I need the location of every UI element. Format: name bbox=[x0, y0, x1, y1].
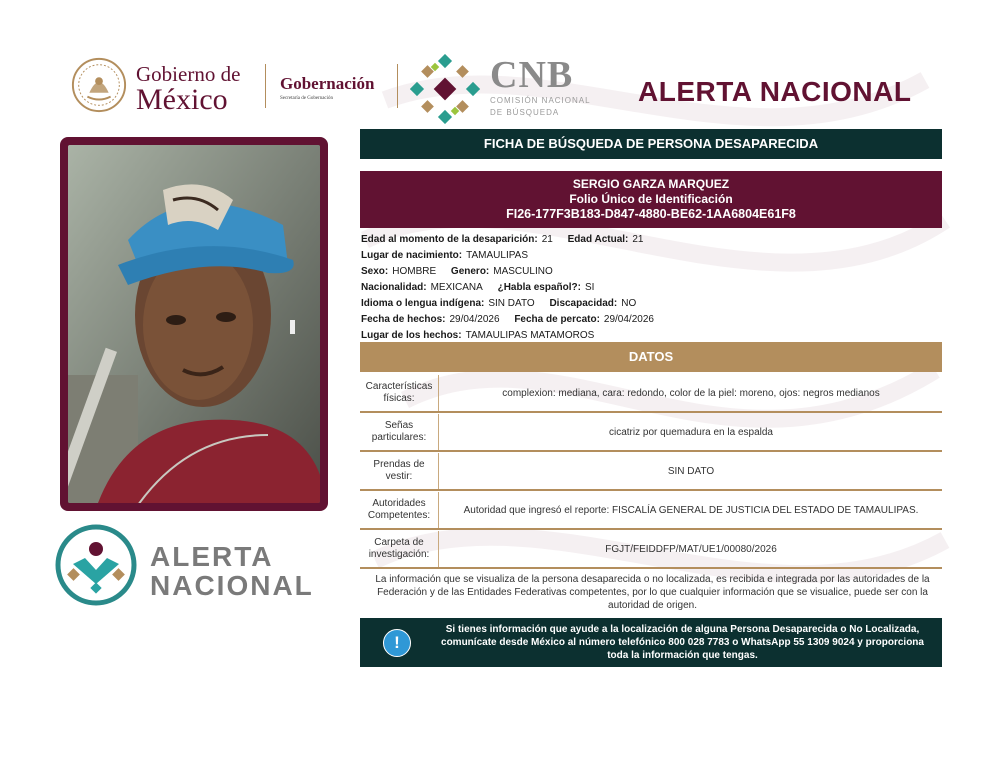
fecha-hechos-value: 29/04/2026 bbox=[449, 314, 500, 325]
gobierno-de-mexico-logo bbox=[136, 64, 240, 115]
info-row bbox=[361, 280, 941, 296]
edad-actual-value: 21 bbox=[632, 234, 644, 245]
lugar-nac-label: Lugar de nacimiento: bbox=[361, 250, 463, 261]
alerta-nacional-title: ALERTA NACIONAL bbox=[638, 76, 912, 107]
nacionalidad-value: MEXICANA bbox=[430, 282, 483, 293]
row-label: Características físicas: bbox=[360, 375, 439, 411]
alert-sheet bbox=[45, 40, 957, 672]
mexico-seal-icon bbox=[70, 56, 128, 114]
info-row bbox=[361, 248, 941, 264]
discapacidad-value: NO bbox=[621, 298, 637, 309]
header bbox=[70, 50, 940, 120]
sexo-value: HOMBRE bbox=[392, 266, 437, 277]
person-portrait-illustration bbox=[68, 145, 320, 503]
row-value: cicatriz por quemadura en la espalda bbox=[609, 426, 773, 438]
nacionalidad-label: Nacionalidad: bbox=[361, 282, 427, 293]
row-label: Carpeta de investigación: bbox=[360, 531, 439, 567]
info-row bbox=[361, 296, 941, 312]
row-value: SIN DATO bbox=[667, 465, 715, 477]
alert-info-icon: ! bbox=[383, 629, 411, 657]
lugar-hechos-label: Lugar de los hechos: bbox=[361, 330, 462, 341]
row-label: Señas particulares: bbox=[360, 414, 439, 450]
fecha-percato-value: 29/04/2026 bbox=[603, 314, 654, 325]
edad-desap-value: 21 bbox=[541, 234, 553, 245]
row-value: FGJT/FEIDDFP/MAT/UE1/00080/2026 bbox=[605, 543, 777, 555]
table-row bbox=[360, 375, 942, 413]
person-photo-frame bbox=[60, 137, 328, 511]
disclaimer-text: La información que se visualiza de la persona desaparecida o no localizada, es recibida e integrada por las autoridades de la Federación y de las Entidades Federativas competentes, por lo que cualquier información que se visualice, puede ser con la autoridad de origen. bbox=[375, 574, 930, 611]
table-row bbox=[360, 414, 942, 452]
row-value: complexion: mediana, cara: redondo, color de la piel: moreno, ojos: negros medianos bbox=[502, 387, 880, 399]
edad-desap-label: Edad al momento de la desaparición: bbox=[361, 234, 538, 245]
table-row bbox=[360, 531, 942, 569]
cnb-sub1: COMISIÓN NACIONAL bbox=[490, 96, 591, 105]
fecha-hechos-label: Fecha de hechos: bbox=[361, 314, 446, 325]
gobernacion-logo bbox=[280, 74, 374, 101]
lugar-hechos-value: TAMAULIPAS MATAMOROS bbox=[465, 330, 595, 341]
person-name: SERGIO GARZA MARQUEZ bbox=[572, 177, 730, 191]
gobernacion-title: Gobernación bbox=[280, 74, 375, 93]
lugar-nac-value: TAMAULIPAS bbox=[466, 250, 528, 261]
table-row bbox=[360, 453, 942, 491]
ficha-title-bar: FICHA DE BÚSQUEDA DE PERSONA DESAPARECIDA bbox=[360, 129, 942, 159]
logo-line2: NACIONAL bbox=[150, 570, 314, 602]
folio-value: FI26-177F3B183-D847-4880-BE62-1AA6804E61F8 bbox=[506, 207, 796, 221]
idioma-label: Idioma o lengua indígena: bbox=[361, 298, 485, 309]
alerta-nacional-emblem-icon bbox=[55, 524, 137, 606]
genero-value: MASCULINO bbox=[493, 266, 553, 277]
datos-title-bar: DATOS bbox=[360, 342, 942, 372]
contact-info-bar bbox=[360, 618, 942, 667]
discapacidad-label: Discapacidad: bbox=[549, 298, 618, 309]
habla-label: ¿Habla español?: bbox=[497, 282, 581, 293]
gob-line2: México bbox=[136, 83, 228, 116]
info-row bbox=[361, 312, 941, 328]
cnb-emblem-icon bbox=[410, 54, 480, 124]
alerta-nacional-logo-text bbox=[150, 542, 314, 601]
logo-line1: ALERTA bbox=[150, 541, 274, 572]
habla-value: SI bbox=[584, 282, 595, 293]
person-photo bbox=[68, 145, 320, 503]
divider bbox=[265, 64, 266, 108]
cnb-acronym: CNB bbox=[490, 54, 574, 96]
gob-line1: Gobierno de bbox=[136, 62, 241, 86]
gobernacion-subtitle: Secretaría de Gobernación bbox=[280, 96, 334, 101]
cnb-logo-text bbox=[490, 56, 591, 117]
person-info bbox=[361, 232, 941, 344]
divider bbox=[397, 64, 398, 108]
table-row bbox=[360, 492, 942, 530]
person-identity-box bbox=[360, 171, 942, 228]
info-row bbox=[361, 264, 941, 280]
row-label: Prendas de vestir: bbox=[360, 453, 439, 489]
contact-info-text: Si tienes información que ayude a la localización de alguna Persona Desaparecida o No Localizada, comunícate desde México al número telefónico 800 028 7783 o WhatsApp 55 1309 9024 y proporciona toda la información que tengas. bbox=[441, 624, 924, 661]
genero-label: Genero: bbox=[450, 266, 490, 277]
row-value: Autoridad que ingresó el reporte: FISCALÍA GENERAL DE JUSTICIA DEL ESTADO DE TAMAULIPAS. bbox=[463, 504, 919, 516]
idioma-value: SIN DATO bbox=[488, 298, 535, 309]
datos-table bbox=[360, 375, 942, 570]
folio-label: Folio Único de Identificación bbox=[569, 192, 733, 206]
fecha-percato-label: Fecha de percato: bbox=[514, 314, 600, 325]
sexo-label: Sexo: bbox=[361, 266, 389, 277]
edad-actual-label: Edad Actual: bbox=[567, 234, 629, 245]
row-label: Autoridades Competentes: bbox=[360, 492, 439, 528]
cnb-sub2: DE BÚSQUEDA bbox=[490, 107, 560, 117]
info-row bbox=[361, 232, 941, 248]
